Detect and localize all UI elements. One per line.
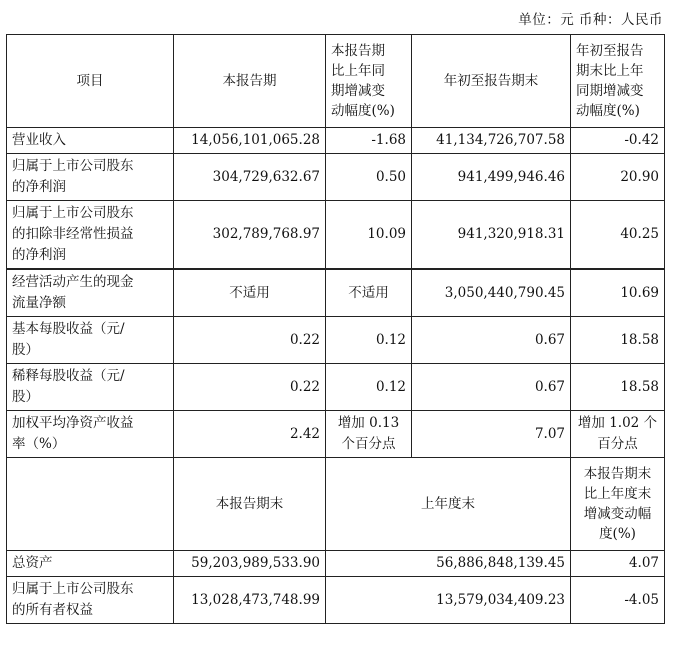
header-item: 项目: [7, 35, 174, 128]
row-current: 14,056,101,065.28: [174, 128, 326, 154]
row-yoy: 0.12: [326, 317, 412, 364]
header-current-period: 本报告期: [174, 35, 326, 128]
row-ytd-change: -0.42: [571, 128, 665, 154]
row-current: 不适用: [174, 269, 326, 317]
row-item: 总资产: [7, 551, 174, 577]
balance-header-blank: [7, 458, 174, 551]
header-last-year-end: 上年度末: [326, 458, 571, 551]
row-ytd: 0.67: [412, 317, 571, 364]
table-row: [7, 411, 665, 458]
row-period-end: 13,028,473,748.99: [174, 577, 326, 624]
table-row: [7, 577, 665, 624]
header-yoy-change: 本报告期 比上年同 期增减变 动幅度(%): [326, 35, 412, 128]
table-row: [7, 364, 665, 411]
row-yoy: 10.09: [326, 201, 412, 270]
row-last-year-end: 56,886,848,139.45: [326, 551, 571, 577]
table-row: [7, 269, 665, 317]
row-current: 302,789,768.97: [174, 201, 326, 270]
currency-unit-note: 单位：元 币种：人民币: [518, 12, 663, 28]
row-yoy: 0.50: [326, 154, 412, 201]
row-ytd: 941,320,918.31: [412, 201, 571, 270]
row-item: 营业收入: [7, 128, 174, 154]
row-yoy: 增加 0.13 个百分点: [326, 411, 412, 458]
header-ytd-change: 年初至报告 期末比上年 同期增减变 动幅度(%): [571, 35, 665, 128]
row-item: 经营活动产生的现金 流量净额: [7, 269, 174, 317]
header-ytd: 年初至报告期末: [412, 35, 571, 128]
row-current: 2.42: [174, 411, 326, 458]
row-ytd-change: 18.58: [571, 364, 665, 411]
row-item: 归属于上市公司股东 的所有者权益: [7, 577, 174, 624]
row-ytd-change: 10.69: [571, 269, 665, 317]
row-item: 基本每股收益（元/ 股）: [7, 317, 174, 364]
row-yoy: -1.68: [326, 128, 412, 154]
header-balance-change: 本报告期末 比上年度末 增减变动幅 度(%): [571, 458, 665, 551]
row-ytd: 41,134,726,707.58: [412, 128, 571, 154]
row-period-end: 59,203,989,533.90: [174, 551, 326, 577]
row-ytd: 3,050,440,790.45: [412, 269, 571, 317]
row-item: 归属于上市公司股东 的扣除非经常性损益 的净利润: [7, 201, 174, 270]
row-balance-change: 4.07: [571, 551, 665, 577]
table-row: [7, 128, 665, 154]
row-ytd-change: 40.25: [571, 201, 665, 270]
row-balance-change: -4.05: [571, 577, 665, 624]
table-row: [7, 317, 665, 364]
row-ytd-change: 18.58: [571, 317, 665, 364]
row-last-year-end: 13,579,034,409.23: [326, 577, 571, 624]
table-row: [7, 201, 665, 270]
row-item: 稀释每股收益（元/ 股）: [7, 364, 174, 411]
row-yoy: 0.12: [326, 364, 412, 411]
row-ytd: 0.67: [412, 364, 571, 411]
row-current: 304,729,632.67: [174, 154, 326, 201]
table-header-row: [7, 35, 665, 128]
row-current: 0.22: [174, 364, 326, 411]
row-yoy: 不适用: [326, 269, 412, 317]
financial-summary-table: [6, 34, 665, 624]
table-row: [7, 551, 665, 577]
row-ytd-change: 20.90: [571, 154, 665, 201]
row-ytd-change: 增加 1.02 个 百分点: [571, 411, 665, 458]
row-item: 加权平均净资产收益 率（%）: [7, 411, 174, 458]
row-ytd: 941,499,946.46: [412, 154, 571, 201]
row-current: 0.22: [174, 317, 326, 364]
balance-header-row: [7, 458, 665, 551]
header-period-end: 本报告期末: [174, 458, 326, 551]
table-row: [7, 154, 665, 201]
row-ytd: 7.07: [412, 411, 571, 458]
row-item: 归属于上市公司股东 的净利润: [7, 154, 174, 201]
